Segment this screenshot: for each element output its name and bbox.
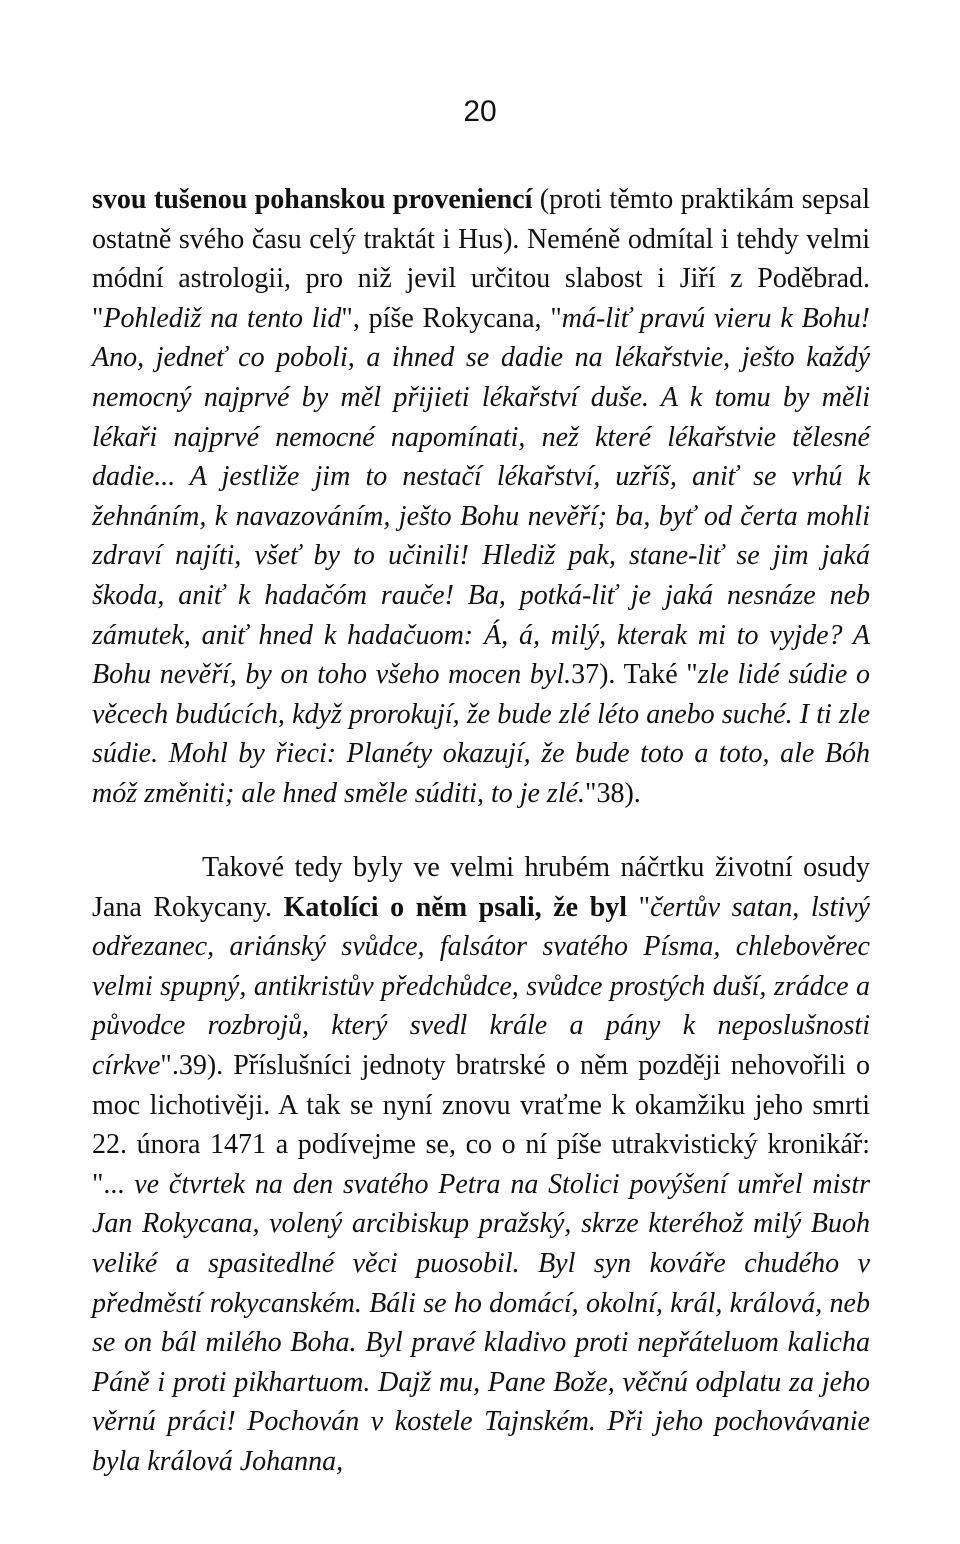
quoted-text: čertův satan, lstivý odřezanec, ariánský svůdce, falsátor svatého Písma, chlebověrec velmi spupný, antikristův předchůdce, svůdce prostých duší, zrádce a původce rozbrojů, který svedl krále a pány k neposlušnosti církve bbox=[92, 891, 870, 1081]
quoted-text: ve čtvrtek na den svatého Petra na Stolici povýšení umřel mistr Jan Rokycana, volený arcibiskup pražský, skrze kteréhož milý Buoh veliké a spasitedlné věci puosobil. Byl syn kováře chudého v předměstí rokycanském. Báli se ho domácí, okolní, král, králová, neb se on bál milého Boha. Byl pravé kladivo proti nepřáteluom kalicha Páně i proti pikhartuom. Dajž mu, Pane Bože, věčnú odplatu za jeho věrnú práci! Pochován v kostele Tajnském. Při jeho pochovávanie byla králová Johanna, bbox=[92, 1168, 870, 1477]
page-number: 20 bbox=[463, 95, 497, 128]
text-segment: (proti těmto praktikám sepsal ostatně svého času celý traktát i Hus). Neméně odmítal i tehdy velmi módní astrologii, pro niž jevil určitou slabost i Jiří z Poděbrad. " bbox=[92, 184, 870, 334]
text-segment: svou tušenou pohanskou proveniencí bbox=[92, 184, 533, 215]
text-segment: "38). bbox=[585, 777, 641, 809]
paragraph-1 bbox=[92, 180, 870, 814]
text-segment: 37). Také " bbox=[571, 659, 698, 691]
paragraph-2 bbox=[92, 848, 870, 1482]
quoted-text: zle lidé súdie o věcech budúcích, když prorokují, že bude zlé léto anebo suché. I ti zle súdie. Mohl by řieci: Planéty okazují, že bude toto a toto, ale Bóh móž změniti; ale hned směle súditi, to je zlé. bbox=[92, 659, 870, 809]
quoted-text: Pohlediž na tento lid bbox=[103, 302, 342, 334]
text-segment: " bbox=[627, 891, 651, 923]
text-segment: ".39). Příslušníci jednoty bratrské o něm později nehovořili o moc lichotivěji. A tak se nyní znovu vraťme k okamžiku jeho smrti 22. února 1471 a podívejme se, co o ní píše utrakvistický kronikář: "... bbox=[92, 1049, 870, 1200]
bold-text: Katolíci o něm psali, že byl bbox=[283, 891, 628, 923]
quoted-text: má-liť pravú vieru k Bohu! Ano, jedneť co poboli, a ihned se dadie na lékařstvie, ješto každý nemocný najprvé by měl přijieti lékařství duše. A k tomu by měli lékaři najprvé nemocné napomínati, než které lékařstvie tělesné dadie... A jestliže jim to nestačí lékařství, uzříš, aniť se vrhú k žehnáním, k navazováním, ješto Bohu nevěří; ba, byť od čerta mohli zdraví najíti, všeť by to učinili! Hlediž pak, stane-liť se jim jaká škoda, aniť k hadačóm rauče! Ba, potká-liť je jaká nesnáze neb zámutek, aniť hned k hadačuom: Á, á, milý, kterak mi to vyjde? A Bohu nevěří, by on toho všeho mocen byl. bbox=[92, 302, 871, 691]
text-segment: ", píše Rokycana, " bbox=[341, 302, 562, 334]
text-segment: Takové tedy byly ve velmi hrubém náčrtku životní osudy Jana Rokycany. bbox=[92, 852, 870, 923]
